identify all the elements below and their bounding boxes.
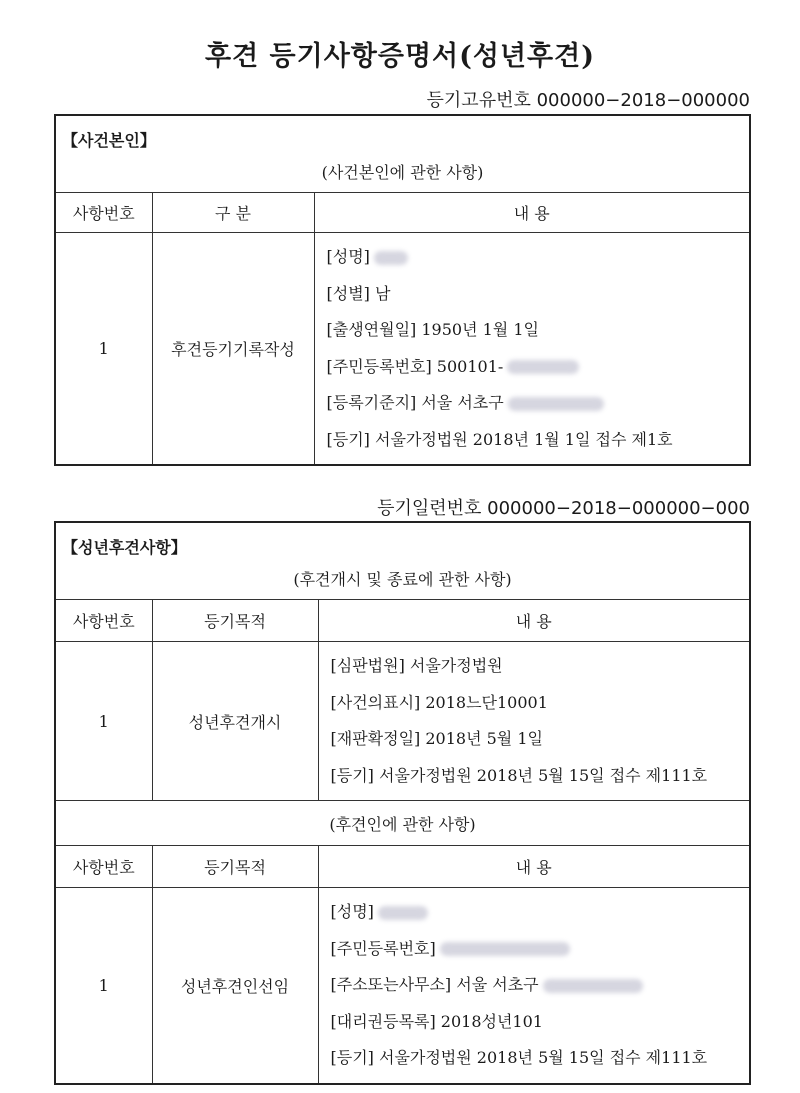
serial-number-label: 등기일련번호 — [377, 498, 482, 519]
content-line: [등기] 서울가정법원 2018년 1월 1일 접수 제1호 — [326, 429, 673, 449]
content-line: [심판법원] 서울가정법원 — [330, 656, 503, 675]
redacted-id-number — [507, 360, 579, 374]
serial-number — [377, 494, 750, 520]
header-content: 내 용 — [314, 193, 750, 233]
serial-number-value: 000000−2018−000000−000 — [487, 498, 750, 519]
guardian-item-no: 1 — [55, 888, 152, 1084]
person-section-table — [54, 114, 751, 466]
guardian-header-row — [55, 846, 750, 888]
header-item-no: 사항번호 — [55, 193, 152, 233]
person-section-title: 【사건본인】 — [55, 115, 750, 154]
redacted-address — [508, 397, 604, 411]
content-line: [주민등록번호] 500101- — [327, 349, 750, 386]
commencement-content — [318, 642, 750, 801]
content-line: [등록기준지] 서울 서초구 — [327, 385, 750, 422]
header-purpose: 등기목적 — [152, 600, 318, 642]
commencement-item-no: 1 — [55, 642, 152, 801]
person-category: 후견등기기록작성 — [152, 233, 314, 466]
header-content: 내 용 — [318, 600, 750, 642]
guardianship-subtitle-guardian: (후견인에 관한 사항) — [55, 801, 750, 846]
content-line: [사건의표시] 2018느단10001 — [330, 692, 548, 712]
redacted-name — [374, 251, 408, 265]
registry-unique-number-label: 등기고유번호 — [426, 90, 531, 111]
content-line: [성명] — [327, 239, 750, 276]
guardianship-header-row — [55, 600, 750, 642]
person-row — [55, 233, 750, 466]
redacted-id-number — [440, 942, 570, 956]
content-line: [대리권등목록] 2018성년101 — [330, 1011, 543, 1031]
registry-unique-number — [427, 86, 750, 112]
content-line: [등기] 서울가정법원 2018년 5월 15일 접수 제111호 — [330, 765, 708, 785]
person-section-subtitle: (사건본인에 관한 사항) — [55, 154, 750, 193]
person-item-no: 1 — [55, 233, 152, 466]
content-line: [성명] — [331, 894, 750, 931]
content-line: [등기] 서울가정법원 2018년 5월 15일 접수 제111호 — [330, 1048, 708, 1067]
commencement-row — [55, 642, 750, 801]
header-content: 내 용 — [318, 846, 750, 888]
person-header-row — [55, 193, 750, 233]
registry-unique-number-value: 000000−2018−000000 — [536, 90, 750, 111]
person-content — [314, 233, 750, 466]
guardian-row — [55, 888, 750, 1084]
document-title: 후견 등기사항증명서(성년후견) — [204, 41, 595, 72]
guardianship-subtitle-commencement: (후견개시 및 종료에 관한 사항) — [55, 561, 750, 600]
redacted-address — [543, 979, 643, 993]
content-line: [재판확정일] 2018년 5월 1일 — [330, 729, 543, 748]
header-item-no: 사항번호 — [55, 846, 152, 888]
header-category: 구 분 — [152, 193, 314, 233]
content-line: [출생연월일] 1950년 1월 1일 — [326, 320, 539, 339]
guardianship-section-table — [54, 521, 751, 1085]
commencement-purpose: 성년후견개시 — [152, 642, 318, 801]
header-purpose: 등기목적 — [152, 846, 318, 888]
content-line: [주민등록번호] — [331, 931, 750, 968]
guardianship-section-title: 【성년후견사항】 — [55, 522, 750, 561]
guardian-content — [318, 888, 750, 1084]
redacted-name — [378, 906, 428, 920]
guardian-purpose: 성년후견인선임 — [152, 888, 318, 1084]
content-line: [성별] 남 — [326, 283, 391, 303]
content-line: [주소또는사무소] 서울 서초구 — [331, 967, 750, 1004]
header-item-no: 사항번호 — [55, 600, 152, 642]
